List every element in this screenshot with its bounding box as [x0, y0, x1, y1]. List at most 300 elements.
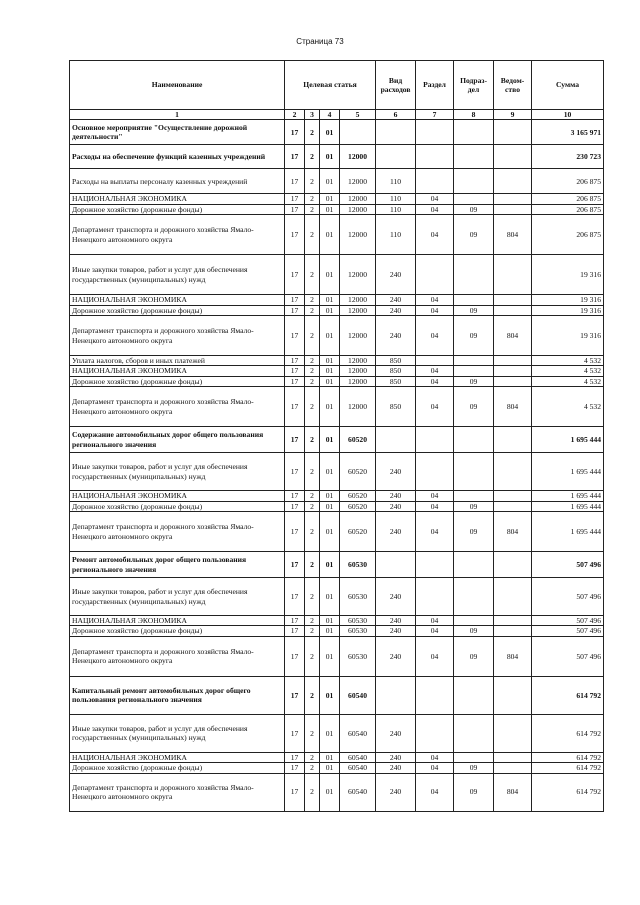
header-name: Наименование — [70, 61, 285, 110]
col-num: 2 — [285, 110, 305, 120]
table-row — [70, 552, 604, 578]
target-code-program: 17 — [285, 194, 305, 204]
target-code-subprogram: 2 — [305, 255, 320, 295]
subsection-cell: 09 — [454, 501, 494, 511]
row-name: Департамент транспорта и дорожного хозяйства Ямало-Ненецкого автономного округа — [70, 316, 285, 356]
target-code-program: 17 — [285, 616, 305, 626]
department-cell — [494, 194, 532, 204]
target-code-subprogram: 2 — [305, 120, 320, 145]
section-cell: 04 — [416, 194, 454, 204]
department-cell: 804 — [494, 773, 532, 811]
target-code-event: 01 — [320, 194, 340, 204]
target-code-subprogram: 2 — [305, 387, 320, 427]
row-name: НАЦИОНАЛЬНАЯ ЭКОНОМИКА — [70, 295, 285, 305]
target-code-program: 17 — [285, 578, 305, 616]
target-code-program: 17 — [285, 387, 305, 427]
section-cell — [416, 676, 454, 714]
amount-cell: 4 532 — [532, 366, 604, 376]
expense-type-cell: 240 — [376, 752, 416, 762]
target-code-subprogram: 2 — [305, 763, 320, 773]
target-code-subprogram: 2 — [305, 491, 320, 501]
target-code-event: 01 — [320, 676, 340, 714]
table-row — [70, 295, 604, 305]
table-row — [70, 215, 604, 255]
target-code-program: 17 — [285, 204, 305, 214]
amount-cell: 206 875 — [532, 194, 604, 204]
section-cell: 04 — [416, 763, 454, 773]
target-code-direction: 60520 — [340, 453, 376, 491]
amount-cell: 1 695 444 — [532, 453, 604, 491]
budget-table — [69, 60, 604, 812]
target-code-program: 17 — [285, 453, 305, 491]
department-cell — [494, 752, 532, 762]
target-code-subprogram: 2 — [305, 194, 320, 204]
target-code-event: 01 — [320, 145, 340, 169]
subsection-cell: 09 — [454, 773, 494, 811]
target-code-program: 17 — [285, 773, 305, 811]
department-cell — [494, 169, 532, 194]
department-cell — [494, 578, 532, 616]
expense-type-cell — [376, 552, 416, 578]
amount-cell: 19 316 — [532, 295, 604, 305]
row-name: Уплата налогов, сборов и иных платежей — [70, 356, 285, 366]
target-code-subprogram: 2 — [305, 453, 320, 491]
amount-cell: 19 316 — [532, 316, 604, 356]
target-code-subprogram: 2 — [305, 676, 320, 714]
table-row — [70, 501, 604, 511]
expense-type-cell: 240 — [376, 305, 416, 315]
expense-type-cell: 850 — [376, 376, 416, 386]
section-cell: 04 — [416, 305, 454, 315]
expense-type-cell — [376, 145, 416, 169]
department-cell — [494, 626, 532, 636]
department-cell — [494, 255, 532, 295]
section-cell: 04 — [416, 752, 454, 762]
target-code-direction: 60520 — [340, 491, 376, 501]
row-name: Дорожное хозяйство (дорожные фонды) — [70, 305, 285, 315]
target-code-subprogram: 2 — [305, 427, 320, 453]
target-code-subprogram: 2 — [305, 578, 320, 616]
row-name: НАЦИОНАЛЬНАЯ ЭКОНОМИКА — [70, 491, 285, 501]
target-code-direction: 60520 — [340, 501, 376, 511]
amount-cell: 1 695 444 — [532, 491, 604, 501]
target-code-subprogram: 2 — [305, 626, 320, 636]
expense-type-cell: 110 — [376, 194, 416, 204]
target-code-subprogram: 2 — [305, 356, 320, 366]
amount-cell: 230 723 — [532, 145, 604, 169]
expense-type-cell: 240 — [376, 255, 416, 295]
row-name: Иные закупки товаров, работ и услуг для обеспечения государственных (муниципальных) нужд — [70, 578, 285, 616]
section-cell: 04 — [416, 501, 454, 511]
table-row — [70, 763, 604, 773]
amount-cell: 4 532 — [532, 356, 604, 366]
department-cell — [494, 676, 532, 714]
target-code-direction: 60540 — [340, 763, 376, 773]
department-cell: 804 — [494, 512, 532, 552]
expense-type-cell: 110 — [376, 215, 416, 255]
target-code-direction: 60530 — [340, 578, 376, 616]
row-name: Основное мероприятие "Осуществление дорожной деятельности" — [70, 120, 285, 145]
subsection-cell: 09 — [454, 512, 494, 552]
table-row — [70, 773, 604, 811]
header-amount: Сумма — [532, 61, 604, 110]
expense-type-cell — [376, 120, 416, 145]
target-code-program: 17 — [285, 501, 305, 511]
table-row — [70, 316, 604, 356]
amount-cell: 3 165 971 — [532, 120, 604, 145]
subsection-cell: 09 — [454, 626, 494, 636]
subsection-cell — [454, 578, 494, 616]
section-cell: 04 — [416, 773, 454, 811]
row-name: НАЦИОНАЛЬНАЯ ЭКОНОМИКА — [70, 616, 285, 626]
row-name: Департамент транспорта и дорожного хозяйства Ямало-Ненецкого автономного округа — [70, 636, 285, 676]
expense-type-cell: 110 — [376, 204, 416, 214]
col-num: 4 — [320, 110, 340, 120]
col-num: 5 — [340, 110, 376, 120]
amount-cell: 19 316 — [532, 305, 604, 315]
target-code-event: 01 — [320, 552, 340, 578]
target-code-event: 01 — [320, 714, 340, 752]
amount-cell: 507 496 — [532, 552, 604, 578]
amount-cell: 206 875 — [532, 169, 604, 194]
target-code-program: 17 — [285, 366, 305, 376]
amount-cell: 1 695 444 — [532, 512, 604, 552]
section-cell: 04 — [416, 316, 454, 356]
target-code-event: 01 — [320, 376, 340, 386]
department-cell: 804 — [494, 636, 532, 676]
target-code-subprogram: 2 — [305, 366, 320, 376]
target-code-event: 01 — [320, 578, 340, 616]
expense-type-cell: 240 — [376, 295, 416, 305]
target-code-direction — [340, 120, 376, 145]
subsection-cell — [454, 752, 494, 762]
col-num: 6 — [376, 110, 416, 120]
header-expense-type: Вид расходов — [376, 61, 416, 110]
expense-type-cell: 240 — [376, 501, 416, 511]
subsection-cell — [454, 169, 494, 194]
department-cell: 804 — [494, 316, 532, 356]
target-code-direction: 60520 — [340, 427, 376, 453]
amount-cell: 507 496 — [532, 626, 604, 636]
target-code-program: 17 — [285, 626, 305, 636]
target-code-subprogram: 2 — [305, 636, 320, 676]
table-row — [70, 169, 604, 194]
target-code-direction: 12000 — [340, 366, 376, 376]
amount-cell: 614 792 — [532, 752, 604, 762]
expense-type-cell: 240 — [376, 578, 416, 616]
target-code-direction: 60520 — [340, 512, 376, 552]
subsection-cell — [454, 616, 494, 626]
target-code-subprogram: 2 — [305, 316, 320, 356]
section-cell — [416, 145, 454, 169]
target-code-event: 01 — [320, 501, 340, 511]
target-code-direction: 12000 — [340, 356, 376, 366]
section-cell: 04 — [416, 512, 454, 552]
target-code-event: 01 — [320, 387, 340, 427]
target-code-event: 01 — [320, 752, 340, 762]
row-name: Капитальный ремонт автомобильных дорог общего пользования регионального значения — [70, 676, 285, 714]
department-cell — [494, 376, 532, 386]
table-row — [70, 714, 604, 752]
target-code-direction: 12000 — [340, 194, 376, 204]
target-code-subprogram: 2 — [305, 215, 320, 255]
table-row — [70, 453, 604, 491]
table-row — [70, 626, 604, 636]
expense-type-cell: 240 — [376, 626, 416, 636]
row-name: НАЦИОНАЛЬНАЯ ЭКОНОМИКА — [70, 752, 285, 762]
target-code-subprogram: 2 — [305, 616, 320, 626]
target-code-program: 17 — [285, 295, 305, 305]
target-code-event: 01 — [320, 316, 340, 356]
department-cell — [494, 204, 532, 214]
table-row — [70, 356, 604, 366]
amount-cell: 614 792 — [532, 676, 604, 714]
target-code-subprogram: 2 — [305, 752, 320, 762]
target-code-direction: 60540 — [340, 752, 376, 762]
row-name: Содержание автомобильных дорог общего пользования регионального значения — [70, 427, 285, 453]
target-code-subprogram: 2 — [305, 773, 320, 811]
amount-cell: 19 316 — [532, 255, 604, 295]
department-cell — [494, 491, 532, 501]
expense-type-cell — [376, 676, 416, 714]
target-code-event: 01 — [320, 427, 340, 453]
subsection-cell — [454, 255, 494, 295]
department-cell — [494, 366, 532, 376]
section-cell — [416, 255, 454, 295]
target-code-event: 01 — [320, 491, 340, 501]
expense-type-cell: 240 — [376, 512, 416, 552]
expense-type-cell: 850 — [376, 366, 416, 376]
target-code-program: 17 — [285, 714, 305, 752]
expense-type-cell: 850 — [376, 356, 416, 366]
row-name: Дорожное хозяйство (дорожные фонды) — [70, 501, 285, 511]
subsection-cell — [454, 120, 494, 145]
subsection-cell — [454, 427, 494, 453]
subsection-cell: 09 — [454, 376, 494, 386]
subsection-cell — [454, 366, 494, 376]
subsection-cell — [454, 676, 494, 714]
target-code-subprogram: 2 — [305, 512, 320, 552]
table-row — [70, 752, 604, 762]
target-code-direction: 60530 — [340, 616, 376, 626]
section-cell: 04 — [416, 204, 454, 214]
section-cell: 04 — [416, 636, 454, 676]
header-row — [70, 61, 604, 110]
target-code-subprogram: 2 — [305, 376, 320, 386]
row-name: Ремонт автомобильных дорог общего пользования регионального значения — [70, 552, 285, 578]
table-row — [70, 305, 604, 315]
section-cell: 04 — [416, 387, 454, 427]
section-cell — [416, 427, 454, 453]
table-row — [70, 676, 604, 714]
target-code-subprogram: 2 — [305, 552, 320, 578]
target-code-direction: 12000 — [340, 169, 376, 194]
section-cell — [416, 578, 454, 616]
header-target-article: Целевая статья — [285, 61, 376, 110]
expense-type-cell: 110 — [376, 169, 416, 194]
expense-type-cell: 240 — [376, 714, 416, 752]
subsection-cell: 09 — [454, 387, 494, 427]
target-code-direction: 60540 — [340, 773, 376, 811]
section-cell: 04 — [416, 366, 454, 376]
target-code-direction: 60530 — [340, 626, 376, 636]
department-cell: 804 — [494, 387, 532, 427]
department-cell — [494, 427, 532, 453]
target-code-program: 17 — [285, 305, 305, 315]
row-name: Департамент транспорта и дорожного хозяйства Ямало-Ненецкого автономного округа — [70, 387, 285, 427]
amount-cell: 507 496 — [532, 636, 604, 676]
table-row — [70, 366, 604, 376]
amount-cell: 507 496 — [532, 578, 604, 616]
target-code-direction: 12000 — [340, 305, 376, 315]
table-row — [70, 194, 604, 204]
target-code-program: 17 — [285, 763, 305, 773]
target-code-event: 01 — [320, 773, 340, 811]
row-name: Дорожное хозяйство (дорожные фонды) — [70, 376, 285, 386]
row-name: Расходы на обеспечение функций казенных учреждений — [70, 145, 285, 169]
target-code-direction: 12000 — [340, 215, 376, 255]
amount-cell: 614 792 — [532, 714, 604, 752]
amount-cell: 4 532 — [532, 376, 604, 386]
table-row — [70, 120, 604, 145]
target-code-direction: 60530 — [340, 636, 376, 676]
row-name: Иные закупки товаров, работ и услуг для обеспечения государственных (муниципальных) нужд — [70, 714, 285, 752]
column-number-row — [70, 110, 604, 120]
subsection-cell — [454, 145, 494, 169]
target-code-event: 01 — [320, 356, 340, 366]
subsection-cell — [454, 295, 494, 305]
section-cell — [416, 120, 454, 145]
section-cell: 04 — [416, 616, 454, 626]
row-name: Департамент транспорта и дорожного хозяйства Ямало-Ненецкого автономного округа — [70, 512, 285, 552]
target-code-event: 01 — [320, 512, 340, 552]
department-cell — [494, 616, 532, 626]
amount-cell: 614 792 — [532, 773, 604, 811]
header-department: Ведом-ство — [494, 61, 532, 110]
table-row — [70, 255, 604, 295]
subsection-cell: 09 — [454, 204, 494, 214]
amount-cell: 614 792 — [532, 763, 604, 773]
section-cell: 04 — [416, 491, 454, 501]
target-code-subprogram: 2 — [305, 305, 320, 315]
table-row — [70, 204, 604, 214]
table-row — [70, 616, 604, 626]
target-code-event: 01 — [320, 255, 340, 295]
col-num: 10 — [532, 110, 604, 120]
department-cell — [494, 295, 532, 305]
amount-cell: 4 532 — [532, 387, 604, 427]
target-code-subprogram: 2 — [305, 501, 320, 511]
target-code-event: 01 — [320, 204, 340, 214]
target-code-program: 17 — [285, 676, 305, 714]
table-row — [70, 578, 604, 616]
table-row — [70, 427, 604, 453]
table-body — [70, 120, 604, 811]
department-cell — [494, 501, 532, 511]
expense-type-cell: 240 — [376, 316, 416, 356]
row-name: Департамент транспорта и дорожного хозяйства Ямало-Ненецкого автономного округа — [70, 215, 285, 255]
target-code-subprogram: 2 — [305, 714, 320, 752]
target-code-program: 17 — [285, 120, 305, 145]
department-cell — [494, 763, 532, 773]
target-code-event: 01 — [320, 453, 340, 491]
row-name: Иные закупки товаров, работ и услуг для обеспечения государственных (муниципальных) нужд — [70, 255, 285, 295]
row-name: Иные закупки товаров, работ и услуг для обеспечения государственных (муниципальных) нужд — [70, 453, 285, 491]
target-code-subprogram: 2 — [305, 169, 320, 194]
target-code-program: 17 — [285, 552, 305, 578]
header-subsection: Подраз-дел — [454, 61, 494, 110]
subsection-cell — [454, 552, 494, 578]
row-name: НАЦИОНАЛЬНАЯ ЭКОНОМИКА — [70, 194, 285, 204]
target-code-program: 17 — [285, 215, 305, 255]
section-cell — [416, 453, 454, 491]
header-section: Раздел — [416, 61, 454, 110]
section-cell — [416, 169, 454, 194]
col-num: 1 — [70, 110, 285, 120]
target-code-program: 17 — [285, 316, 305, 356]
col-num: 8 — [454, 110, 494, 120]
target-code-program: 17 — [285, 427, 305, 453]
subsection-cell: 09 — [454, 316, 494, 356]
row-name: Дорожное хозяйство (дорожные фонды) — [70, 626, 285, 636]
row-name: Дорожное хозяйство (дорожные фонды) — [70, 204, 285, 214]
amount-cell: 1 695 444 — [532, 501, 604, 511]
subsection-cell — [454, 453, 494, 491]
section-cell: 04 — [416, 215, 454, 255]
expense-type-cell: 240 — [376, 453, 416, 491]
target-code-program: 17 — [285, 356, 305, 366]
row-name: НАЦИОНАЛЬНАЯ ЭКОНОМИКА — [70, 366, 285, 376]
department-cell: 804 — [494, 215, 532, 255]
target-code-subprogram: 2 — [305, 204, 320, 214]
amount-cell: 206 875 — [532, 215, 604, 255]
table-row — [70, 145, 604, 169]
target-code-direction: 60530 — [340, 552, 376, 578]
amount-cell: 206 875 — [532, 204, 604, 214]
department-cell — [494, 145, 532, 169]
section-cell — [416, 356, 454, 366]
subsection-cell: 09 — [454, 763, 494, 773]
target-code-program: 17 — [285, 169, 305, 194]
expense-type-cell: 240 — [376, 616, 416, 626]
target-code-direction: 12000 — [340, 387, 376, 427]
target-code-direction: 12000 — [340, 255, 376, 295]
target-code-program: 17 — [285, 636, 305, 676]
page-number: Страница 73 — [296, 37, 344, 46]
target-code-subprogram: 2 — [305, 295, 320, 305]
subsection-cell — [454, 714, 494, 752]
target-code-event: 01 — [320, 366, 340, 376]
target-code-direction: 12000 — [340, 316, 376, 356]
section-cell — [416, 552, 454, 578]
row-name: Департамент транспорта и дорожного хозяйства Ямало-Ненецкого автономного округа — [70, 773, 285, 811]
target-code-program: 17 — [285, 376, 305, 386]
expense-type-cell: 850 — [376, 387, 416, 427]
col-num: 7 — [416, 110, 454, 120]
section-cell: 04 — [416, 376, 454, 386]
department-cell — [494, 120, 532, 145]
table-row — [70, 376, 604, 386]
target-code-program: 17 — [285, 145, 305, 169]
col-num: 9 — [494, 110, 532, 120]
section-cell: 04 — [416, 626, 454, 636]
target-code-event: 01 — [320, 636, 340, 676]
target-code-direction: 12000 — [340, 376, 376, 386]
department-cell — [494, 552, 532, 578]
subsection-cell: 09 — [454, 215, 494, 255]
subsection-cell: 09 — [454, 636, 494, 676]
expense-type-cell: 240 — [376, 773, 416, 811]
